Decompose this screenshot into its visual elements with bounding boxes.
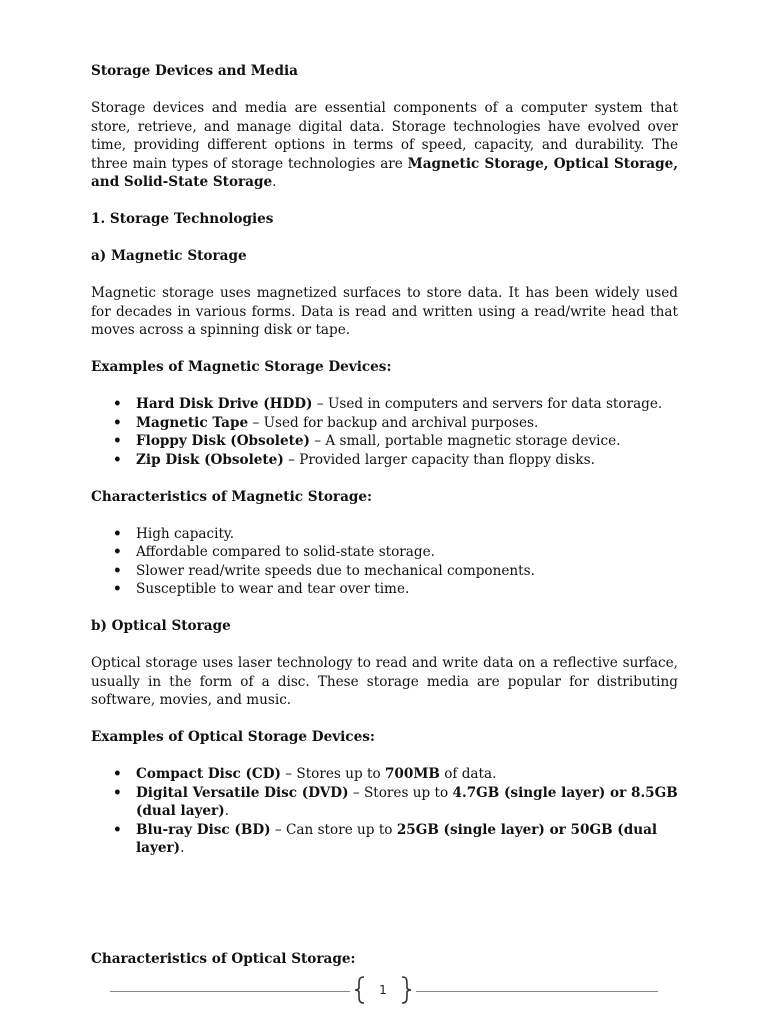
list-item: [91, 543, 678, 562]
bullet-icon: •: [113, 766, 122, 782]
item-text-end: .: [180, 840, 185, 856]
list-item: [91, 432, 678, 451]
item-bold: Compact Disc (CD): [136, 766, 281, 782]
item-text: – Can store up to: [270, 821, 397, 838]
list-item: [91, 562, 678, 581]
list-item: [91, 821, 678, 858]
list-item: [91, 414, 678, 433]
item-text-end: of data.: [439, 766, 497, 782]
list-item: [91, 765, 678, 784]
item-bold: Magnetic Tape: [136, 414, 249, 431]
list-item: [91, 784, 678, 821]
bullet-icon: •: [113, 396, 122, 412]
bullet-icon: •: [113, 784, 122, 801]
optical-examples-heading: Examples of Optical Storage Devices:: [91, 729, 375, 745]
bullet-icon: •: [113, 562, 122, 579]
document-page: [91, 62, 678, 968]
item-text-end: .: [224, 803, 229, 819]
item-bold: Floppy Disk (Obsolete): [136, 433, 310, 449]
item-bold: Hard Disk Drive (HDD): [136, 396, 313, 412]
item-text: Slower read/write speeds due to mechanical components.: [136, 562, 535, 579]
optical-heading: b) Optical Storage: [91, 618, 231, 634]
item-text: – Provided larger capacity than floppy disks.: [283, 451, 595, 468]
item-text: – Stores up to: [348, 784, 453, 801]
magnetic-examples-list: [91, 395, 678, 469]
item-text: – A small, portable magnetic storage device.: [309, 433, 621, 449]
bullet-icon: •: [113, 821, 122, 838]
magnetic-paragraph: Magnetic storage uses magnetized surfaces to store data. It has been widely used for decades in various forms. Data is read and written using a read/write head that moves across a spinning disk or tape.: [91, 285, 678, 338]
item-bold: Digital Versatile Disc (DVD): [136, 784, 349, 801]
bullet-icon: •: [113, 581, 122, 597]
item-bold-value: 25GB (single layer) or 50GB (dual layer): [136, 821, 658, 856]
item-bold: Blu-ray Disc (BD): [136, 821, 271, 838]
item-text: Susceptible to wear and tear over time.: [136, 581, 410, 597]
bullet-icon: •: [113, 451, 122, 468]
intro-text: Storage devices and media are essential components of a computer system that store, retrieve, and manage digital data. Storage technologies have evolved over time, providing different options in terms of speed, capacity, and durability. The three main types of storage technologies are: [91, 100, 678, 172]
optical-paragraph: Optical storage uses laser technology to read and write data on a reflective surface, usually in the form of a disc. These storage media are popular for distributing software, movies, and music.: [91, 655, 678, 708]
optical-examples-list: [91, 765, 678, 858]
item-text: – Used for backup and archival purposes.: [248, 414, 539, 431]
optical-characteristics-heading: Characteristics of Optical Storage:: [91, 950, 356, 967]
item-text: Affordable compared to solid-state storage.: [136, 544, 435, 560]
bullet-icon: •: [113, 525, 122, 542]
list-item: [91, 580, 678, 599]
bullet-icon: •: [113, 544, 122, 560]
item-bold-value: 4.7GB (single layer) or 8.5GB (dual layer): [136, 784, 678, 819]
item-bold-value: 700MB: [384, 766, 440, 782]
magnetic-characteristics-heading: Characteristics of Magnetic Storage:: [91, 488, 373, 505]
intro-end: .: [272, 174, 277, 190]
list-item: [91, 451, 678, 470]
list-item: [91, 525, 678, 544]
magnetic-examples-heading: Examples of Magnetic Storage Devices:: [91, 359, 392, 375]
page-title: Storage Devices and Media: [91, 63, 298, 79]
page-number: 1: [379, 983, 387, 997]
intro-bold-text: Magnetic Storage, Optical Storage, and Solid-State Storage: [91, 155, 678, 190]
item-text: – Used in computers and servers for data storage.: [312, 396, 663, 412]
item-bold: Zip Disk (Obsolete): [136, 451, 284, 468]
item-text: High capacity.: [136, 525, 235, 542]
magnetic-heading: a) Magnetic Storage: [91, 248, 247, 264]
bullet-icon: •: [113, 433, 122, 449]
bullet-icon: •: [113, 414, 122, 431]
page-footer: [110, 976, 658, 1006]
magnetic-characteristics-list: [91, 525, 678, 599]
list-item: [91, 395, 678, 414]
item-text: – Stores up to: [280, 766, 385, 782]
intro-paragraph: [91, 99, 678, 192]
footer-divider-left: [110, 991, 350, 992]
section-heading: 1. Storage Technologies: [91, 211, 274, 227]
footer-divider-right: [416, 991, 658, 992]
